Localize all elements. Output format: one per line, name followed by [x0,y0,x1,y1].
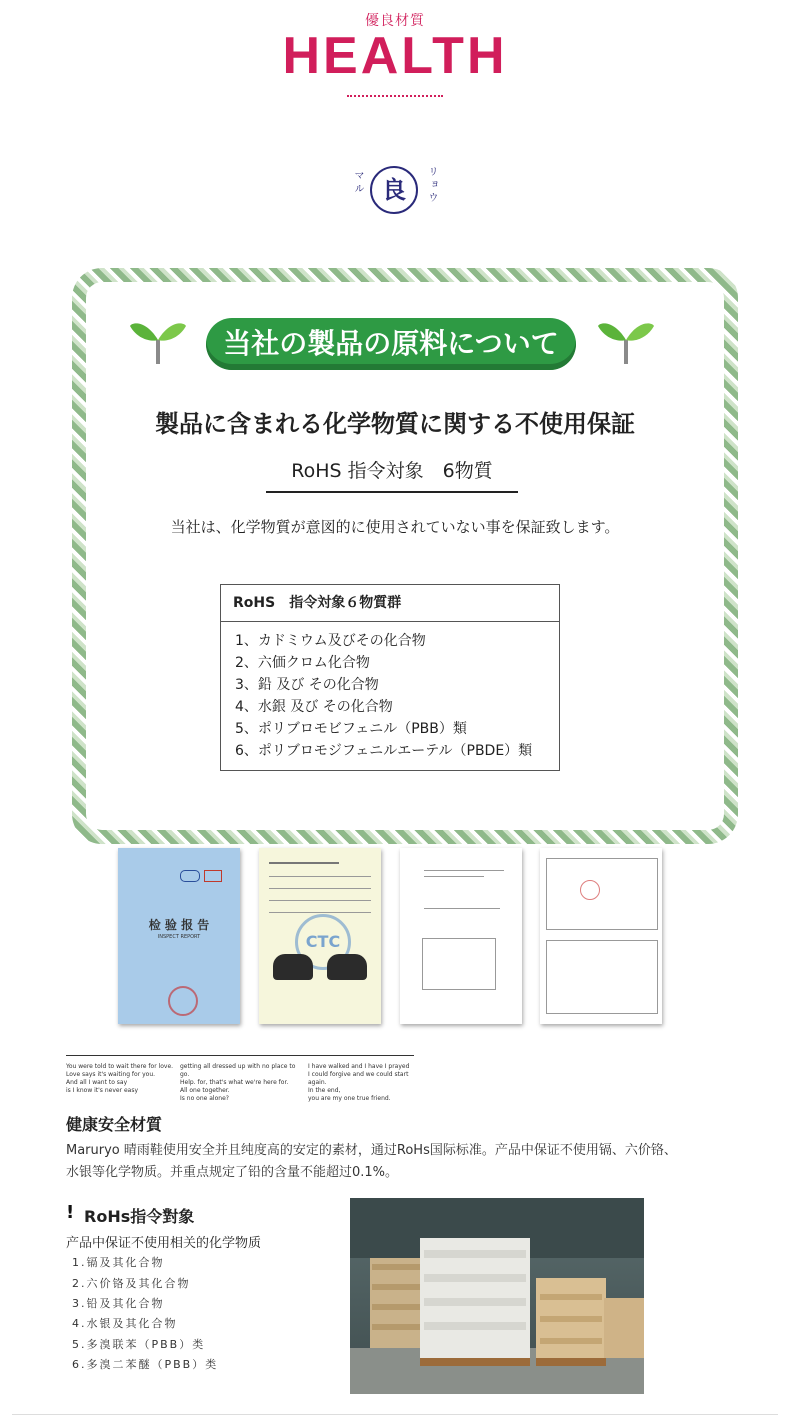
section-title: 健康安全材質 [66,1115,163,1134]
sprout-icon-left [128,314,188,366]
cert-logo-icon [180,870,200,882]
boot-photo-left [273,954,313,980]
table-row: 4、水銀 及び その化合物 [235,699,393,715]
table-row: 2、六価クロム化合物 [235,655,370,671]
report-subtitle: INSPECT REPORT [157,934,201,940]
certificate-title: 製品に含まれる化学物質に関する不使用保証 [155,410,635,438]
list-item: 2.六价铬及其化合物 [72,1277,191,1290]
footer-divider [12,1414,778,1415]
cma-logo-icon [204,870,222,882]
poem-column-2: getting all dressed up with no place to go. Help. for, that's what we're here for. All one together. Is no one alone? [180,1063,296,1102]
list-item: 4.水银及其化合物 [72,1317,178,1330]
list-item: 1.镉及其化合物 [72,1256,165,1269]
test-document-image [400,848,522,1024]
document-table [422,938,496,990]
warehouse-photo [350,1198,644,1394]
report-title: 检 验 报 告 [148,918,210,932]
header-subtitle: 優良材質 [365,13,425,29]
guarantee-text: 当社は、化学物質が意図的に使用されていない事を保証致します。 [170,518,620,536]
red-stamp-icon [168,986,198,1016]
list-item: 6.多溴二苯醚（PBB）类 [72,1358,219,1371]
rohs-substance-table [220,584,560,771]
rohs-heading: RoHS 指令対象 6物質 [266,456,518,493]
sprout-icon-right [596,314,656,366]
brand-logo: 良 [370,166,418,214]
list-item: 3.铅及其化合物 [72,1297,165,1310]
exclamation-icon: ! [66,1202,75,1223]
invoice-document-image [540,848,662,1024]
page-title: HEALTH [282,27,508,85]
poem-column-1: You were told to wait there for love. Love says it's waiting for you. And all I want to say is I know it's never easy [66,1063,174,1094]
boot-photo-right [327,954,367,980]
rohs-title: RoHs指令對象 [84,1207,195,1226]
rohs-subtitle: 产品中保证不使用相关的化学物质 [66,1236,262,1251]
logo-kana-right: リョウ [426,166,437,205]
red-stamp-icon [580,880,600,900]
certificate-banner: 当社の製品の原料について [206,318,576,370]
inspection-report-image [118,848,240,1024]
warehouse-illustration [350,1198,644,1394]
poem-column-3: I have walked and I have I prayed I could forgive and we could start again. In the end, you are my one true friend. [308,1063,410,1102]
table-row: 6、ポリブロモジフェニルエーテル（PBDE）類 [235,743,533,759]
poem-divider [66,1055,414,1056]
title-divider [347,95,443,100]
ctc-stamp: CTC [295,914,351,970]
section-description: Maruryo 晴雨鞋使用安全并且纯度高的安定的素材，通过RoHs国际标准。产品中保证不使用镉、六价铬、水银等化学物质。并重点规定了铅的含量不能超过0.1%。 [66,1143,677,1180]
table-body [221,622,559,770]
logo-kana-left: マル [352,170,363,196]
table-header: RoHS 指令対象６物質群 [221,585,559,622]
table-row: 3、鉛 及び その化合物 [235,677,379,693]
invoice-top [546,858,658,930]
ctc-report-image [259,848,381,1024]
list-item: 5.多溴联苯（PBB）类 [72,1338,206,1351]
table-row: 5、ポリブロモビフェニル（PBB）類 [235,721,467,737]
invoice-bottom [546,940,658,1014]
table-row: 1、カドミウム及びその化合物 [235,633,426,649]
